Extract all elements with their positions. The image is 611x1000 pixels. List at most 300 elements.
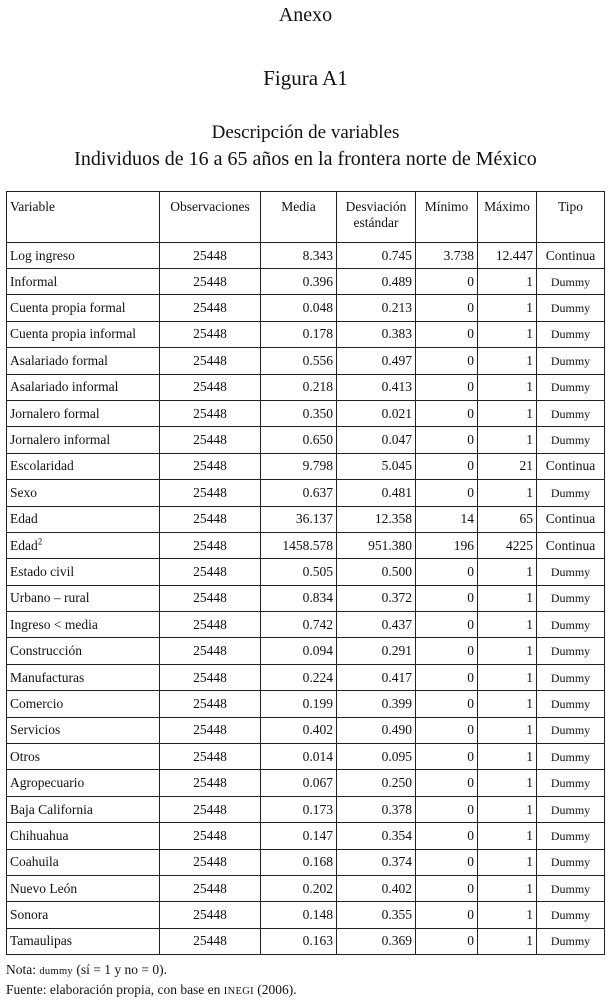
cell-variable-text: Sexo xyxy=(10,484,37,500)
table-row xyxy=(7,480,605,506)
cell-media-text: 0.402 xyxy=(302,722,333,738)
cell-minimo xyxy=(416,295,478,321)
cell-minimo-text: 14 xyxy=(460,511,474,527)
cell-observaciones xyxy=(160,400,261,426)
table-row xyxy=(7,770,605,796)
cell-desviacion xyxy=(337,295,416,321)
figure-label: Figura A1 xyxy=(263,66,348,90)
cell-maximo-text: 1 xyxy=(526,669,533,685)
cell-minimo xyxy=(416,559,478,585)
cell-variable xyxy=(7,321,160,347)
cell-variable xyxy=(7,585,160,611)
cell-tipo-text: Dummy xyxy=(550,776,591,791)
cell-observaciones xyxy=(160,796,261,822)
cell-media-text: 9.798 xyxy=(302,458,333,474)
cell-maximo xyxy=(478,612,537,638)
cell-variable xyxy=(7,823,160,849)
table-row xyxy=(7,902,605,928)
cell-observaciones-text: 25448 xyxy=(193,379,227,395)
cell-observaciones xyxy=(160,770,261,796)
cell-variable-text: Nuevo León xyxy=(10,880,78,896)
table-header-row xyxy=(7,192,605,243)
cell-tipo-text: Dummy xyxy=(550,327,591,342)
cell-variable-text: Asalariado informal xyxy=(10,379,119,395)
table-row xyxy=(7,427,605,453)
cell-minimo-text: 0 xyxy=(467,669,474,685)
cell-maximo xyxy=(478,400,537,426)
cell-observaciones xyxy=(160,717,261,743)
cell-desviacion xyxy=(337,532,416,558)
cell-minimo-text: 0 xyxy=(467,405,474,421)
cell-media xyxy=(261,612,337,638)
cell-maximo-text: 1 xyxy=(526,352,533,368)
cell-observaciones-text: 25448 xyxy=(193,511,227,527)
cell-variable xyxy=(7,532,160,558)
cell-minimo-text: 0 xyxy=(467,827,474,843)
cell-maximo-text: 1 xyxy=(526,326,533,342)
cell-variable-text: Servicios xyxy=(10,722,61,738)
cell-maximo xyxy=(478,796,537,822)
column-header-tipo: Tipo xyxy=(537,192,605,243)
cell-minimo xyxy=(416,902,478,928)
cell-media-text: 0.168 xyxy=(302,854,333,870)
cell-minimo xyxy=(416,744,478,770)
cell-desviacion xyxy=(337,480,416,506)
cell-tipo xyxy=(537,638,605,664)
cell-desviacion-text: 5.045 xyxy=(381,458,412,474)
cell-observaciones-text: 25448 xyxy=(193,432,227,448)
source-prefix: Fuente: elaboración propia, con base en xyxy=(6,982,224,997)
cell-variable-text: Jornalero formal xyxy=(10,405,100,421)
column-header-minimo: Mínimo xyxy=(416,192,478,243)
table-row xyxy=(7,269,605,295)
cell-maximo-text: 1 xyxy=(526,775,533,791)
table-row xyxy=(7,823,605,849)
note-prefix: Nota: xyxy=(6,962,40,977)
source-rest: (2006). xyxy=(253,982,297,997)
cell-media xyxy=(261,928,337,954)
cell-observaciones-text: 25448 xyxy=(193,352,227,368)
cell-tipo-text: Dummy xyxy=(550,485,591,500)
cell-tipo-text: Dummy xyxy=(550,723,591,738)
cell-maximo-text: 1 xyxy=(526,643,533,659)
table-row xyxy=(7,453,605,479)
cell-variable-text: Jornalero informal xyxy=(10,432,111,448)
cell-desviacion xyxy=(337,427,416,453)
table-row xyxy=(7,875,605,901)
cell-minimo-text: 0 xyxy=(467,933,474,949)
cell-media-text: 0.148 xyxy=(302,907,333,923)
cell-maximo xyxy=(478,823,537,849)
table-note xyxy=(6,962,167,978)
cell-observaciones-text: 25448 xyxy=(193,484,227,500)
cell-desviacion-text: 0.355 xyxy=(381,907,412,923)
cell-observaciones-text: 25448 xyxy=(193,616,227,632)
cell-tipo-text: Continua xyxy=(545,511,596,527)
cell-media xyxy=(261,664,337,690)
cell-media-text: 36.137 xyxy=(295,511,333,527)
cell-observaciones-text: 25448 xyxy=(193,300,227,316)
cell-observaciones xyxy=(160,532,261,558)
cell-minimo-text: 0 xyxy=(467,695,474,711)
cell-variable xyxy=(7,796,160,822)
cell-minimo xyxy=(416,506,478,532)
cell-variable xyxy=(7,902,160,928)
cell-media-text: 8.343 xyxy=(302,247,333,263)
cell-maximo xyxy=(478,348,537,374)
cell-minimo-text: 0 xyxy=(467,722,474,738)
cell-media xyxy=(261,348,337,374)
cell-desviacion xyxy=(337,559,416,585)
cell-media-text: 0.067 xyxy=(302,775,333,791)
cell-media-text: 0.173 xyxy=(302,801,333,817)
cell-media xyxy=(261,559,337,585)
cell-observaciones-text: 25448 xyxy=(193,247,227,263)
column-header-maximo: Máximo xyxy=(478,192,537,243)
cell-variable xyxy=(7,427,160,453)
cell-maximo-text: 1 xyxy=(526,405,533,421)
cell-maximo-text: 1 xyxy=(526,827,533,843)
table-row xyxy=(7,243,605,269)
cell-minimo xyxy=(416,691,478,717)
cell-tipo xyxy=(537,269,605,295)
cell-tipo xyxy=(537,374,605,400)
cell-tipo xyxy=(537,453,605,479)
cell-desviacion-text: 0.250 xyxy=(381,775,412,791)
cell-maximo-text: 1 xyxy=(526,616,533,632)
table-row xyxy=(7,506,605,532)
cell-maximo-text: 1 xyxy=(526,880,533,896)
cell-minimo-text: 0 xyxy=(467,880,474,896)
cell-media-text: 0.178 xyxy=(302,326,333,342)
cell-desviacion-text: 0.489 xyxy=(381,273,412,289)
cell-tipo-text: Dummy xyxy=(550,617,591,632)
cell-maximo xyxy=(478,928,537,954)
cell-variable-text: Asalariado formal xyxy=(10,352,108,368)
cell-tipo-text: Dummy xyxy=(550,855,591,870)
cell-tipo xyxy=(537,585,605,611)
cell-media xyxy=(261,453,337,479)
cell-observaciones xyxy=(160,269,261,295)
cell-media-text: 0.637 xyxy=(302,484,333,500)
cell-media xyxy=(261,875,337,901)
note-rest: (sí = 1 y no = 0). xyxy=(72,962,167,977)
cell-observaciones xyxy=(160,374,261,400)
cell-tipo xyxy=(537,295,605,321)
cell-observaciones-text: 25448 xyxy=(193,405,227,421)
cell-tipo xyxy=(537,717,605,743)
cell-maximo xyxy=(478,717,537,743)
cell-observaciones-text: 25448 xyxy=(193,458,227,474)
table-row xyxy=(7,664,605,690)
cell-observaciones xyxy=(160,902,261,928)
cell-desviacion-text: 0.291 xyxy=(381,643,412,659)
cell-tipo xyxy=(537,770,605,796)
cell-maximo xyxy=(478,374,537,400)
cell-observaciones-text: 25448 xyxy=(193,827,227,843)
cell-maximo-text: 1 xyxy=(526,907,533,923)
cell-media xyxy=(261,243,337,269)
cell-maximo xyxy=(478,532,537,558)
cell-tipo xyxy=(537,849,605,875)
cell-tipo-text: Dummy xyxy=(550,274,591,289)
cell-observaciones-text: 25448 xyxy=(193,775,227,791)
cell-maximo xyxy=(478,243,537,269)
cell-media-text: 0.199 xyxy=(302,695,333,711)
cell-desviacion xyxy=(337,400,416,426)
cell-media-text: 0.396 xyxy=(302,273,333,289)
cell-desviacion xyxy=(337,506,416,532)
cell-variable-text: Tamaulipas xyxy=(10,933,73,949)
cell-maximo xyxy=(478,664,537,690)
cell-tipo xyxy=(537,744,605,770)
table-row xyxy=(7,348,605,374)
cell-media xyxy=(261,400,337,426)
cell-variable-text: Escolaridad xyxy=(10,458,74,474)
cell-observaciones-text: 25448 xyxy=(193,801,227,817)
cell-maximo xyxy=(478,744,537,770)
cell-tipo-text: Continua xyxy=(545,537,596,553)
cell-variable-text: Informal xyxy=(10,273,58,289)
cell-maximo-text: 1 xyxy=(526,854,533,870)
cell-minimo-text: 0 xyxy=(467,801,474,817)
cell-maximo xyxy=(478,427,537,453)
cell-observaciones-text: 25448 xyxy=(193,273,227,289)
cell-minimo-text: 0 xyxy=(467,352,474,368)
cell-observaciones xyxy=(160,585,261,611)
cell-tipo-text: Dummy xyxy=(550,696,591,711)
cell-media xyxy=(261,269,337,295)
cell-tipo-text: Dummy xyxy=(550,670,591,685)
table-row xyxy=(7,796,605,822)
cell-minimo xyxy=(416,770,478,796)
cell-minimo xyxy=(416,453,478,479)
cell-maximo xyxy=(478,902,537,928)
table-source xyxy=(6,982,297,998)
cell-maximo xyxy=(478,849,537,875)
cell-minimo-text: 0 xyxy=(467,563,474,579)
cell-media-text: 0.224 xyxy=(302,669,333,685)
cell-minimo xyxy=(416,849,478,875)
cell-variable xyxy=(7,243,160,269)
cell-minimo xyxy=(416,638,478,664)
cell-media-text: 0.650 xyxy=(302,432,333,448)
cell-observaciones-text: 25448 xyxy=(193,854,227,870)
cell-desviacion xyxy=(337,453,416,479)
cell-variable-text: Cuenta propia informal xyxy=(10,326,136,342)
cell-variable xyxy=(7,691,160,717)
cell-minimo xyxy=(416,612,478,638)
cell-desviacion xyxy=(337,902,416,928)
cell-maximo-text: 4225 xyxy=(506,537,533,553)
cell-variable-text: Ingreso < media xyxy=(10,616,98,632)
cell-maximo-text: 1 xyxy=(526,300,533,316)
cell-variable xyxy=(7,559,160,585)
cell-observaciones-text: 25448 xyxy=(193,643,227,659)
cell-observaciones-text: 25448 xyxy=(193,880,227,896)
cell-tipo-text: Dummy xyxy=(550,591,591,606)
cell-desviacion xyxy=(337,796,416,822)
cell-desviacion xyxy=(337,770,416,796)
cell-minimo xyxy=(416,532,478,558)
cell-tipo-text: Dummy xyxy=(550,828,591,843)
cell-tipo xyxy=(537,243,605,269)
table-row xyxy=(7,400,605,426)
cell-observaciones xyxy=(160,928,261,954)
cell-media-text: 1458.578 xyxy=(282,537,333,553)
cell-maximo-text: 1 xyxy=(526,563,533,579)
cell-minimo-text: 0 xyxy=(467,300,474,316)
cell-maximo xyxy=(478,875,537,901)
cell-maximo xyxy=(478,480,537,506)
cell-observaciones xyxy=(160,243,261,269)
cell-observaciones xyxy=(160,480,261,506)
cell-minimo xyxy=(416,823,478,849)
cell-observaciones xyxy=(160,849,261,875)
cell-variable-text: Sonora xyxy=(10,907,49,923)
cell-minimo xyxy=(416,664,478,690)
cell-tipo xyxy=(537,612,605,638)
cell-variable xyxy=(7,717,160,743)
cell-observaciones xyxy=(160,691,261,717)
cell-desviacion xyxy=(337,374,416,400)
cell-media xyxy=(261,532,337,558)
cell-desviacion-text: 0.378 xyxy=(381,801,412,817)
cell-desviacion-text: 0.402 xyxy=(381,880,412,896)
column-header-media: Media xyxy=(261,192,337,243)
table-row xyxy=(7,559,605,585)
cell-desviacion xyxy=(337,243,416,269)
table-row xyxy=(7,638,605,664)
cell-minimo-text: 0 xyxy=(467,458,474,474)
cell-variable xyxy=(7,374,160,400)
cell-maximo-text: 1 xyxy=(526,432,533,448)
cell-media xyxy=(261,849,337,875)
cell-minimo-text: 0 xyxy=(467,273,474,289)
cell-variable xyxy=(7,400,160,426)
column-header-observaciones: Observaciones xyxy=(160,192,261,243)
cell-desviacion-text: 0.490 xyxy=(381,722,412,738)
cell-observaciones-text: 25448 xyxy=(193,590,227,606)
cell-observaciones xyxy=(160,453,261,479)
cell-tipo xyxy=(537,321,605,347)
table-row xyxy=(7,691,605,717)
table-title: Descripción de variables xyxy=(211,122,400,143)
cell-tipo xyxy=(537,506,605,532)
cell-desviacion xyxy=(337,585,416,611)
cell-maximo xyxy=(478,506,537,532)
cell-tipo xyxy=(537,928,605,954)
cell-observaciones-text: 25448 xyxy=(193,669,227,685)
cell-minimo xyxy=(416,374,478,400)
cell-observaciones xyxy=(160,321,261,347)
cell-maximo xyxy=(478,691,537,717)
cell-tipo xyxy=(537,875,605,901)
cell-desviacion xyxy=(337,321,416,347)
cell-maximo xyxy=(478,321,537,347)
cell-variable-text: Chihuahua xyxy=(10,827,69,843)
cell-minimo-text: 196 xyxy=(453,537,474,553)
cell-tipo-text: Continua xyxy=(545,458,596,474)
cell-tipo-text: Dummy xyxy=(550,802,591,817)
cell-variable-text: Edad xyxy=(10,511,38,527)
cell-variable xyxy=(7,875,160,901)
cell-minimo-text: 0 xyxy=(467,907,474,923)
cell-variable-text: Cuenta propia formal xyxy=(10,300,126,316)
cell-media xyxy=(261,585,337,611)
cell-variable xyxy=(7,269,160,295)
cell-desviacion xyxy=(337,823,416,849)
cell-desviacion-text: 0.374 xyxy=(381,854,412,870)
cell-tipo-text: Dummy xyxy=(550,881,591,896)
cell-tipo xyxy=(537,532,605,558)
table-row xyxy=(7,585,605,611)
cell-maximo-text: 21 xyxy=(519,458,533,474)
cell-desviacion xyxy=(337,744,416,770)
variable-superscript: 2 xyxy=(37,536,43,547)
cell-variable-text: Estado civil xyxy=(10,563,75,579)
cell-variable xyxy=(7,664,160,690)
cell-observaciones-text: 25448 xyxy=(193,695,227,711)
cell-tipo xyxy=(537,691,605,717)
source-org: INEGI xyxy=(223,986,254,997)
cell-desviacion xyxy=(337,849,416,875)
cell-minimo-text: 0 xyxy=(467,484,474,500)
cell-minimo xyxy=(416,717,478,743)
cell-variable xyxy=(7,744,160,770)
table-row xyxy=(7,849,605,875)
cell-minimo xyxy=(416,400,478,426)
cell-media-text: 0.505 xyxy=(302,563,333,579)
cell-minimo-text: 0 xyxy=(467,616,474,632)
cell-tipo xyxy=(537,559,605,585)
cell-media xyxy=(261,638,337,664)
cell-maximo-text: 1 xyxy=(526,590,533,606)
cell-variable-text: Baja California xyxy=(10,801,93,817)
table-row xyxy=(7,717,605,743)
cell-media-text: 0.094 xyxy=(302,643,333,659)
cell-observaciones xyxy=(160,664,261,690)
cell-minimo xyxy=(416,585,478,611)
cell-maximo-text: 1 xyxy=(526,273,533,289)
cell-media-text: 0.834 xyxy=(302,590,333,606)
cell-variable xyxy=(7,612,160,638)
cell-minimo-text: 0 xyxy=(467,326,474,342)
cell-variable xyxy=(7,928,160,954)
cell-desviacion-text: 0.021 xyxy=(381,405,412,421)
cell-media xyxy=(261,770,337,796)
cell-tipo xyxy=(537,400,605,426)
cell-variable-text: Urbano – rural xyxy=(10,590,90,606)
cell-desviacion xyxy=(337,638,416,664)
cell-minimo xyxy=(416,875,478,901)
cell-tipo xyxy=(537,823,605,849)
cell-observaciones xyxy=(160,612,261,638)
cell-variable-text: Manufacturas xyxy=(10,669,85,685)
cell-media xyxy=(261,295,337,321)
cell-variable xyxy=(7,295,160,321)
cell-desviacion-text: 0.369 xyxy=(381,933,412,949)
cell-tipo-text: Continua xyxy=(545,247,596,263)
cell-variable xyxy=(7,506,160,532)
cell-maximo xyxy=(478,770,537,796)
cell-desviacion xyxy=(337,928,416,954)
cell-desviacion-text: 951.380 xyxy=(368,537,412,553)
cell-observaciones-text: 25448 xyxy=(193,907,227,923)
cell-observaciones-text: 25448 xyxy=(193,326,227,342)
cell-media-text: 0.014 xyxy=(302,748,333,764)
cell-observaciones-text: 25448 xyxy=(193,748,227,764)
